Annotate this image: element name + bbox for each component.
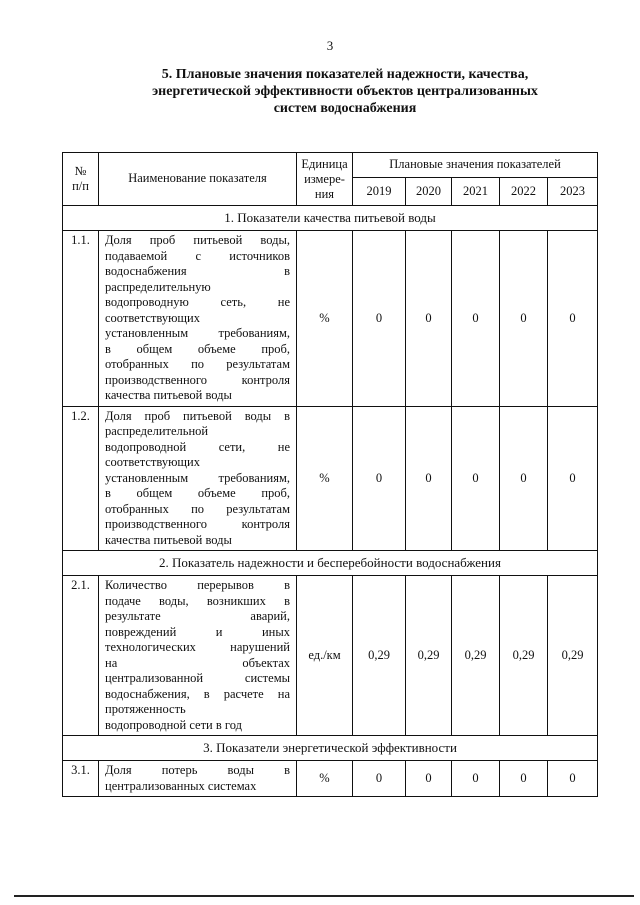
unit-of-measure: % — [297, 406, 353, 551]
header-unit-line-1: Единица — [301, 156, 348, 171]
indicator-name — [99, 231, 297, 407]
table-row — [63, 406, 598, 551]
section-title: 1. Показатели качества питьевой воды — [63, 206, 598, 231]
indicator-name-line: отобранных по результатам — [105, 357, 290, 371]
indicator-name-line: качества питьевой воды — [105, 388, 232, 402]
indicator-name-line: распределительную — [105, 279, 211, 294]
header-name-cell: Наименование показателя — [99, 153, 297, 206]
indicator-name-line: повреждений и иных — [105, 624, 290, 639]
indicator-name-line: установленным требованиям, — [105, 326, 290, 340]
indicator-name-line: водоснабжения в — [105, 264, 290, 278]
section-header-row — [63, 206, 598, 231]
indicator-name-line: подаваемой с источников — [105, 248, 290, 263]
table-row — [63, 231, 598, 407]
plan-value-2019: 0 — [353, 231, 406, 407]
row-number: 1.2. — [63, 406, 99, 551]
header-year-2021: 2021 — [452, 178, 500, 206]
indicator-name-line: Количество перерывов в — [105, 578, 290, 592]
page-number: 3 — [326, 38, 334, 53]
header-unit-line-2: измере- — [304, 171, 345, 186]
plan-value-2021: 0,29 — [452, 576, 500, 736]
plan-value-2021: 0 — [452, 406, 500, 551]
header-plan-cell: Плановые значения показателей — [353, 153, 598, 178]
title-line-2: энергетической эффективности объектов централизованных — [152, 84, 538, 99]
indicator-name-line: на объектах — [105, 655, 290, 670]
indicator-name-line: Доля проб питьевой воды, — [105, 233, 290, 247]
indicator-name-line: водопроводную сеть, не — [105, 295, 290, 309]
indicator-name-line: отобранных по результатам — [105, 501, 290, 516]
indicator-name-line: соответствующих — [105, 310, 200, 325]
header-year-2023: 2023 — [548, 178, 598, 206]
plan-value-2020: 0,29 — [406, 576, 452, 736]
unit-of-measure: % — [297, 761, 353, 797]
plan-value-2020: 0 — [406, 761, 452, 797]
header-num-cell — [63, 153, 99, 206]
plan-value-2023: 0 — [548, 761, 598, 797]
indicator-name — [99, 761, 297, 797]
row-number: 1.1. — [63, 231, 99, 407]
plan-value-2022: 0 — [500, 231, 548, 407]
indicator-name-line: технологических нарушений — [105, 640, 290, 654]
header-num-line-2: п/п — [72, 179, 89, 193]
header-year-2020: 2020 — [406, 178, 452, 206]
table-row — [63, 576, 598, 736]
indicator-name-line: водоснабжения, в расчете на — [105, 686, 290, 701]
indicator-name-line: Доля потерь воды в — [105, 763, 290, 777]
indicator-name-line: результате аварий, — [105, 609, 290, 623]
indicator-name-line: в общем объеме проб, — [105, 486, 290, 500]
indicator-name-line: в общем объеме проб, — [105, 341, 290, 356]
unit-of-measure: % — [297, 231, 353, 407]
plan-value-2021: 0 — [452, 761, 500, 797]
header-num-line-1: № — [74, 164, 87, 178]
header-unit-line-3: ния — [314, 186, 335, 201]
indicator-name-line: производственного контроля — [105, 372, 290, 387]
table-row — [63, 761, 598, 797]
indicator-name-line: качества питьевой воды — [105, 532, 232, 547]
title-line-1: 5. Плановые значения показателей надежности, качества, — [161, 67, 529, 82]
plan-value-2021: 0 — [452, 231, 500, 407]
section-header-row — [63, 736, 598, 761]
indicator-name-line: централизованной системы — [105, 671, 290, 685]
table-header-row-1 — [63, 153, 598, 178]
section-title: 3. Показатели энергетической эффективности — [63, 736, 598, 761]
unit-of-measure: ед./км — [297, 576, 353, 736]
document-title — [100, 66, 590, 117]
plan-value-2020: 0 — [406, 406, 452, 551]
plan-value-2022: 0,29 — [500, 576, 548, 736]
title-line-3: систем водоснабжения — [273, 101, 417, 116]
section-header-row — [63, 551, 598, 576]
plan-value-2023: 0,29 — [548, 576, 598, 736]
plan-value-2019: 0 — [353, 761, 406, 797]
page-bottom-edge — [14, 895, 634, 897]
section-title: 2. Показатель надежности и бесперебойности водоснабжения — [63, 551, 598, 576]
row-number: 2.1. — [63, 576, 99, 736]
indicator-name — [99, 576, 297, 736]
header-year-2019: 2019 — [353, 178, 406, 206]
plan-value-2022: 0 — [500, 406, 548, 551]
plan-value-2019: 0,29 — [353, 576, 406, 736]
plan-value-2022: 0 — [500, 761, 548, 797]
plan-value-2023: 0 — [548, 406, 598, 551]
indicator-name-line: установленным требованиям, — [105, 470, 290, 485]
plan-value-2019: 0 — [353, 406, 406, 551]
indicator-name-line: водопроводной сети в год — [105, 717, 242, 732]
indicator-name-line: производственного контроля — [105, 517, 290, 531]
indicator-name-line: водопроводной сети, не — [105, 439, 290, 454]
row-number: 3.1. — [63, 761, 99, 797]
indicator-name-line: протяженность — [105, 702, 186, 716]
indicator-name-line: соответствующих — [105, 455, 200, 469]
indicator-name-line: централизованных системах — [105, 778, 257, 793]
plan-value-2023: 0 — [548, 231, 598, 407]
indicator-name-line: распределительной — [105, 424, 209, 438]
header-unit-cell — [297, 153, 353, 206]
indicator-name-line: подаче воды, возникших в — [105, 593, 290, 608]
indicators-table — [62, 152, 598, 797]
indicator-name-line: Доля проб питьевой воды в — [105, 408, 290, 423]
header-year-2022: 2022 — [500, 178, 548, 206]
indicator-name — [99, 406, 297, 551]
plan-value-2020: 0 — [406, 231, 452, 407]
